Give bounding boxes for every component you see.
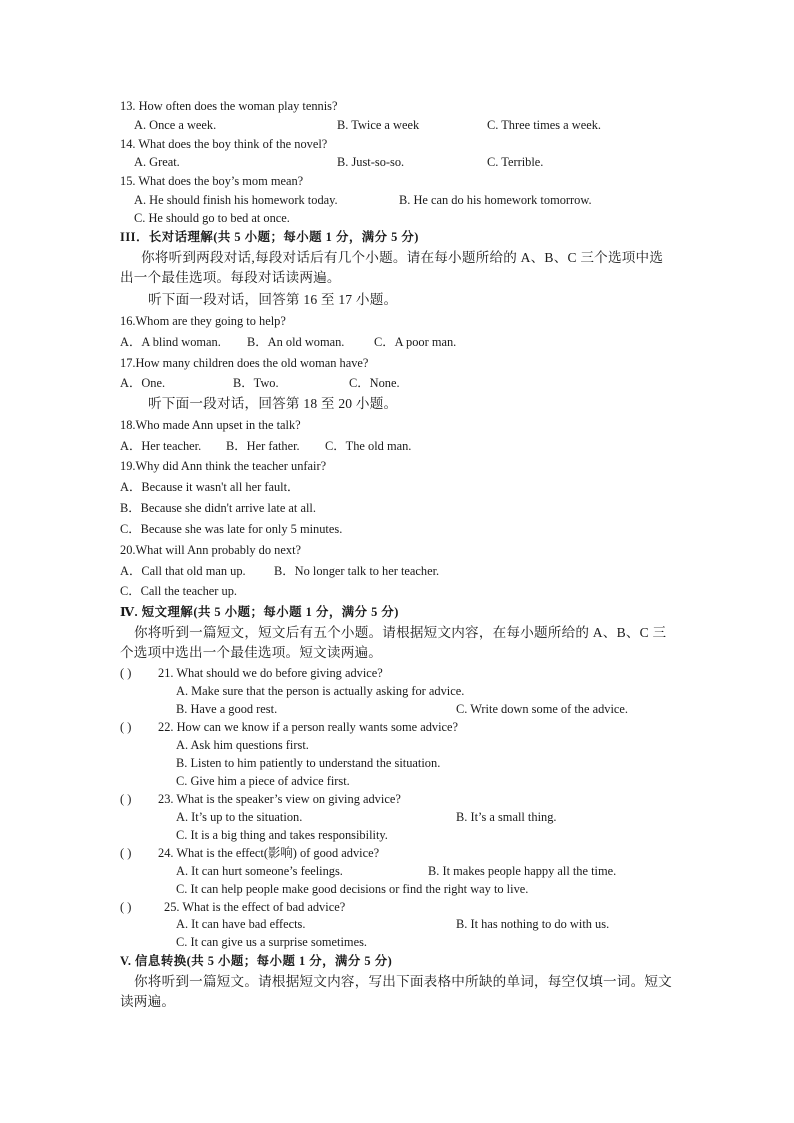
q24-option-a: A. It can hurt someone’s feelings. — [176, 864, 343, 878]
q18-option-c: C．The old man. — [325, 439, 412, 453]
q24-answer-bracket[interactable]: ( ) — [120, 846, 132, 860]
q14-option-b: B. Just-so-so. — [337, 155, 405, 169]
q16-option-c: C．A poor man. — [374, 335, 457, 349]
q23-question: 23. What is the speaker’s view on giving advice? — [158, 792, 401, 806]
q19-option-a: A．Because it wasn't all her fault． — [120, 480, 300, 494]
section4-instruction-line1: 你将听到一篇短文，短文后有五个小题。请根据短文内容，在每小题所给的 A、B、C 三 — [134, 625, 667, 640]
q15-option-a: A. He should finish his homework today. — [134, 193, 338, 207]
q16-question: 16.Whom are they going to help? — [120, 314, 286, 328]
section3-instruction-line2: 出一个最佳选项。每段对话读两遍。 — [120, 270, 341, 285]
dialogue2-intro: 听下面一段对话，回答第 18 至 20 小题。 — [148, 396, 398, 411]
q13-option-b: B. Twice a week — [337, 118, 420, 132]
section3-instruction-line1: 你将听到两段对话,每段对话后有几个小题。请在每小题所给的 A、B、C 三个选项中选 — [141, 250, 664, 265]
q18-option-b: B．Her father. — [226, 439, 300, 453]
q15-option-b: B. He can do his homework tomorrow. — [399, 193, 592, 207]
q23-answer-bracket[interactable]: ( ) — [120, 792, 132, 806]
q22-option-b: B. Listen to him patiently to understand the situation. — [176, 756, 441, 770]
q17-option-a: A．One. — [120, 376, 166, 390]
q21-question: 21. What should we do before giving advice? — [158, 666, 383, 680]
q20-option-c: C．Call the teacher up. — [120, 584, 237, 598]
q22-option-a: A. Ask him questions first. — [176, 738, 309, 752]
q13-option-a: A. Once a week. — [134, 118, 217, 132]
q13-option-c: C. Three times a week. — [487, 118, 602, 132]
section5-instruction-line2: 读两遍。 — [120, 994, 176, 1009]
section4-heading: Ⅳ. 短文理解(共 5 小题；每小题 1 分，满分 5 分) — [120, 605, 399, 619]
q17-option-b: B．Two. — [233, 376, 279, 390]
q21-option-b: B. Have a good rest. — [176, 702, 278, 716]
q19-option-b: B．Because she didn't arrive late at all. — [120, 501, 316, 515]
q21-option-a: A. Make sure that the person is actually asking for advice. — [176, 684, 465, 698]
section5-heading: V. 信息转换(共 5 小题；每小题 1 分，满分 5 分) — [120, 954, 393, 968]
q25-option-b: B. It has nothing to do with us. — [456, 917, 610, 931]
q15-option-c: C. He should go to bed at once. — [134, 211, 290, 225]
section3-heading: III．长对话理解(共 5 小题；每小题 1 分，满分 5 分) — [120, 230, 419, 244]
q24-question: 24. What is the effect(影响) of good advice? — [158, 846, 380, 860]
dialogue1-intro: 听下面一段对话，回答第 16 至 17 小题。 — [148, 292, 398, 307]
q15-question: 15. What does the boy’s mom mean? — [120, 174, 304, 188]
q24-option-c: C. It can help people make good decisions or find the right way to live. — [176, 882, 529, 896]
section4-instruction-line2: 个选项中选出一个最佳选项。短文读两遍。 — [120, 645, 383, 660]
q18-option-a: A．Her teacher. — [120, 439, 202, 453]
q25-option-a: A. It can have bad effects. — [176, 917, 306, 931]
q21-option-c: C. Write down some of the advice. — [456, 702, 629, 716]
q25-answer-bracket[interactable]: ( ) — [120, 900, 132, 914]
q19-option-c: C．Because she was late for only 5 minutes. — [120, 522, 343, 536]
q23-option-b: B. It’s a small thing. — [456, 810, 557, 824]
q22-question: 22. How can we know if a person really wants some advice? — [158, 720, 459, 734]
q20-question: 20.What will Ann probably do next? — [120, 543, 302, 557]
q20-option-a: A．Call that old man up. — [120, 564, 246, 578]
section5-instruction-line1: 你将听到一篇短文。请根据短文内容，写出下面表格中所缺的单词，每空仅填一词。短文 — [134, 974, 672, 989]
q17-option-c: C．None. — [349, 376, 400, 390]
q17-question: 17.How many children does the old woman have? — [120, 356, 369, 370]
q23-option-a: A. It’s up to the situation. — [176, 810, 303, 824]
q24-option-b: B. It makes people happy all the time. — [428, 864, 617, 878]
q19-question: 19.Why did Ann think the teacher unfair? — [120, 459, 327, 473]
q14-option-c: C. Terrible. — [487, 155, 544, 169]
q16-option-a: A．A blind woman. — [120, 335, 221, 349]
q13-question: 13. How often does the woman play tennis? — [120, 99, 338, 113]
q25-option-c: C. It can give us a surprise sometimes. — [176, 935, 367, 949]
q18-question: 18.Who made Ann upset in the talk? — [120, 418, 301, 432]
q14-question: 14. What does the boy think of the novel? — [120, 137, 328, 151]
q23-option-c: C. It is a big thing and takes responsibility. — [176, 828, 388, 842]
q14-option-a: A. Great. — [134, 155, 180, 169]
q16-option-b: B．An old woman. — [247, 335, 345, 349]
q22-answer-bracket[interactable]: ( ) — [120, 720, 132, 734]
q25-question: 25. What is the effect of bad advice? — [164, 900, 346, 914]
q22-option-c: C. Give him a piece of advice first. — [176, 774, 350, 788]
q20-option-b: B．No longer talk to her teacher. — [274, 564, 440, 578]
q21-answer-bracket[interactable]: ( ) — [120, 666, 132, 680]
